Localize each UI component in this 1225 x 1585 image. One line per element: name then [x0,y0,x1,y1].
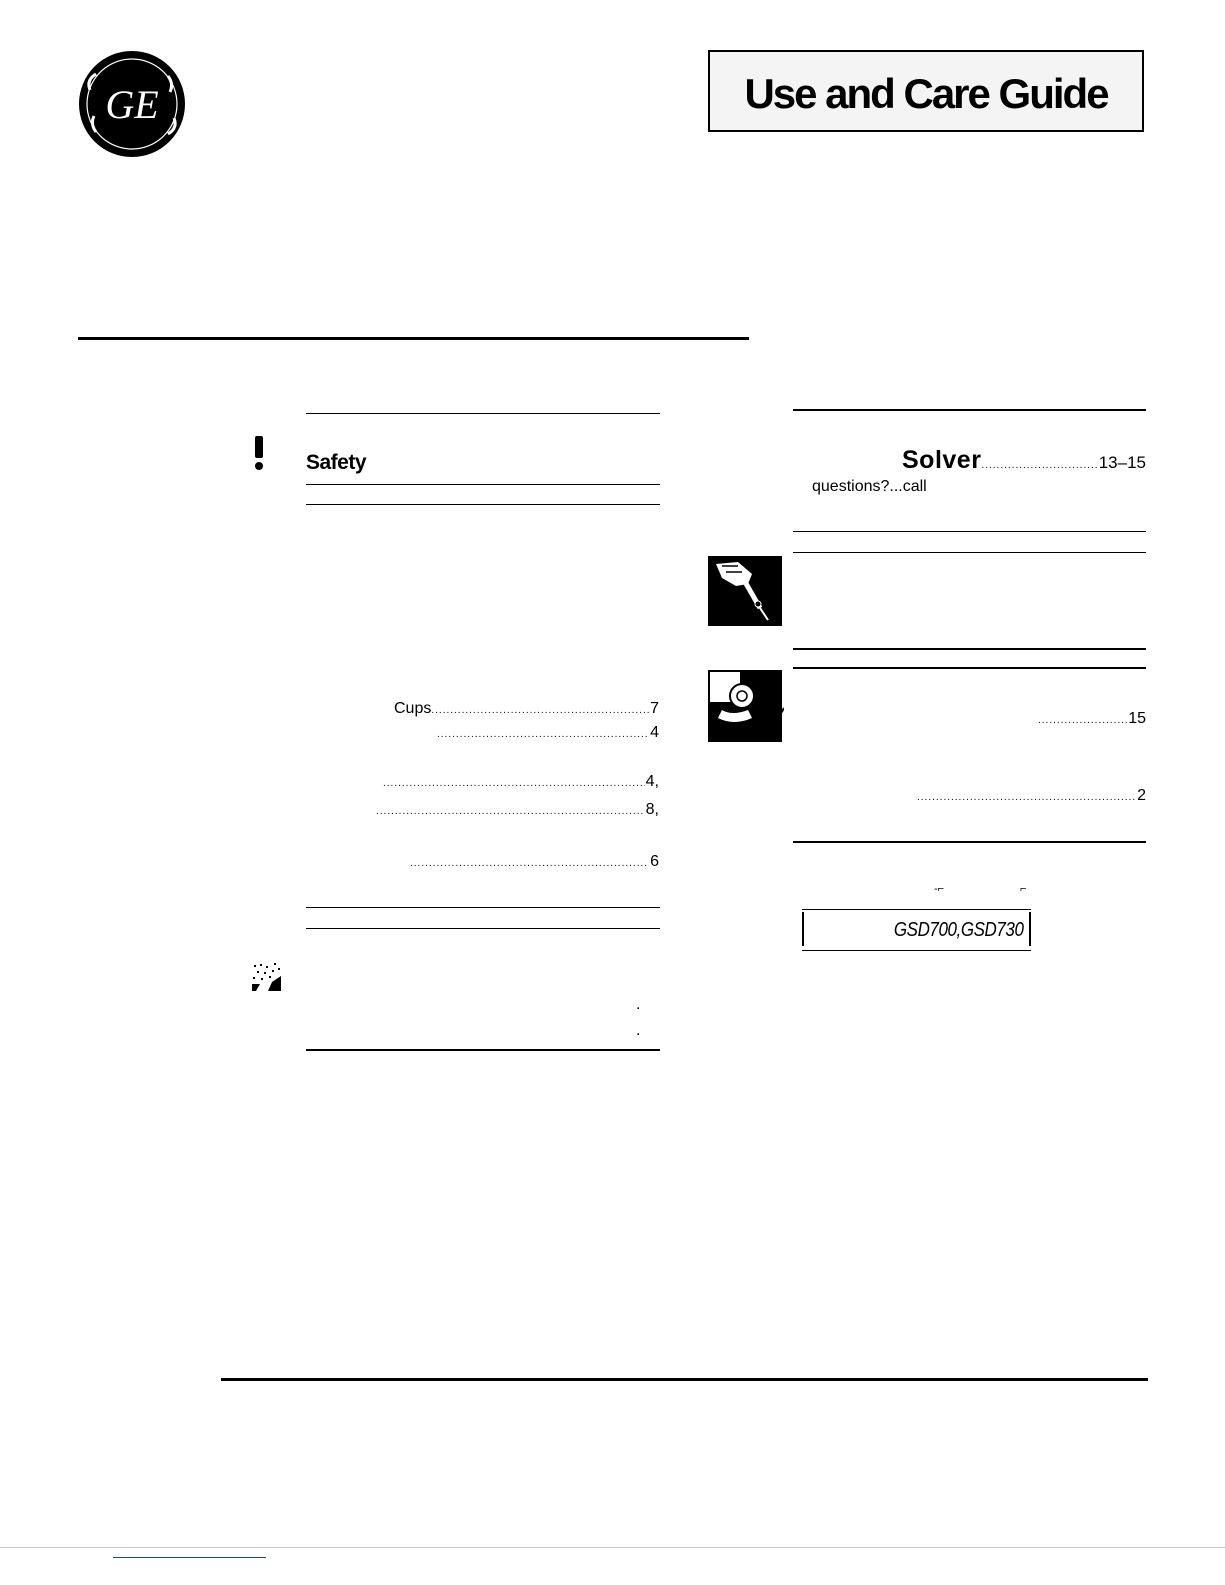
svg-text:GE: GE [105,82,159,127]
solver-entry[interactable] [902,446,1146,475]
divider [306,907,660,908]
divider [793,531,1146,532]
toc-entry-page: 4 [650,724,659,741]
divider [793,409,1146,411]
exclamation-icon [253,436,265,472]
service-entry-page: 15 [1128,710,1146,727]
divider [306,928,660,929]
divider [793,648,1146,650]
model-numbers: GSD700,GSD730 [893,919,1023,941]
page-title: Use and Care Guide [744,70,1108,117]
telephone-icon [708,670,784,742]
model-number-box [802,909,1031,951]
title-box [708,50,1144,132]
service-entry-page: 2 [1137,787,1146,804]
divider [793,552,1146,553]
toc-entry[interactable] [410,853,659,871]
toc-entry-page: 4, [645,773,659,790]
toc-entry-page: 6 [650,853,659,870]
sparkle-icon [250,962,283,992]
safety-heading: Safety [306,451,367,474]
toc-entry-page: 7 [650,700,659,717]
page-edge-line [0,1547,1225,1548]
footer-link-underline[interactable] [113,1557,266,1558]
toc-entry[interactable] [376,801,659,819]
toc-entry[interactable] [437,724,659,742]
divider [306,413,660,414]
header-divider [78,337,749,340]
service-entry[interactable] [917,787,1146,805]
trailing-dot: . [636,996,641,1013]
toc-entry-page: 8, [645,801,659,818]
toc-entry[interactable] [383,773,659,791]
divider [306,504,660,505]
divider [793,667,1146,669]
mark: -⌐ [934,883,945,895]
screwdriver-icon [708,556,782,626]
divider [793,841,1146,843]
service-entry[interactable] [1038,710,1146,728]
toc-entry[interactable] [394,700,659,718]
ge-logo [78,50,186,158]
trailing-dot: . [636,1022,641,1039]
mark: ⌐ [1020,883,1027,895]
footer-divider [221,1378,1148,1381]
divider [306,1049,660,1051]
solver-label: Solver [902,446,982,474]
solver-subtext: questions?...call [812,478,927,495]
divider [306,484,660,485]
toc-entry-label: Cups [394,700,432,717]
ge-logo-icon [78,50,186,158]
solver-pages: 13–15 [1098,453,1146,472]
